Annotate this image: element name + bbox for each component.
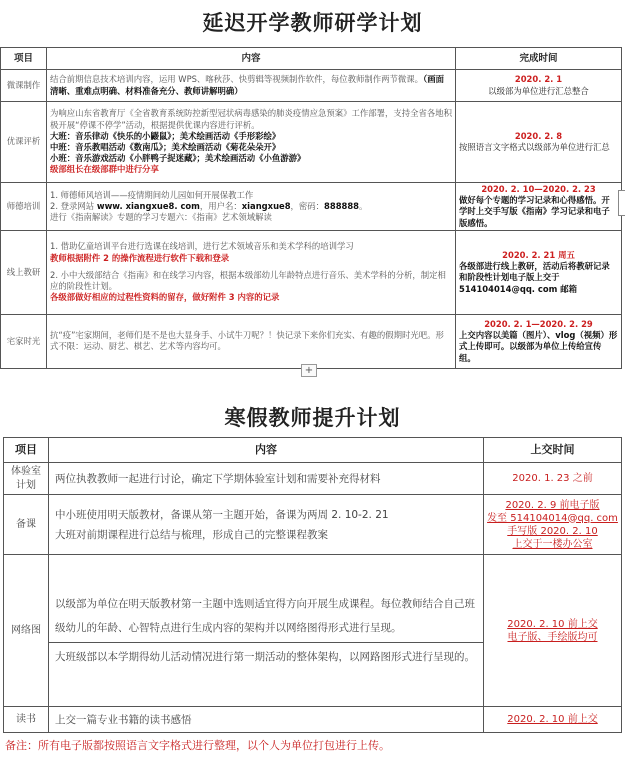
email-link[interactable]: 发至 514104014@qq. com xyxy=(487,512,618,524)
footnote: 备注：所有电子版都按照语言文字格式进行整理，以个人为单位打包进行上传。 xyxy=(5,739,390,752)
content-emphasis: 级部组长在级部群中进行分享 xyxy=(50,164,159,175)
content-text: 中小班使用明天版教材，备课从第一主题开始，备课为两周 2. 10-2. 21 xyxy=(55,508,389,521)
research-plan-table xyxy=(0,47,622,369)
content-text: 大班级部以本学期得幼儿活动情况进行第一期活动的整体架构，以网路图形式进行呈现的。 xyxy=(55,651,475,663)
content-text: 以级部为单位在明天版教材第一主题中选则适宜得方向开展生成课程。每位教师结合自己班级幼儿的年龄、心智特点进行生成内容的架构并以网络图得形式进行呈现。 xyxy=(49,590,483,643)
content-text: 1. 师德师风培训——疫情期间幼儿园如何开展保教工作 xyxy=(50,189,254,200)
content-login-line xyxy=(50,201,452,212)
row-item: 网络图 xyxy=(4,555,49,707)
deadline: 2020. 2. 10 前上交 xyxy=(507,618,598,630)
table-row xyxy=(1,230,622,314)
row-time xyxy=(456,314,622,368)
content-junior-class: 小班：音乐游戏活动《小胖鸭子捉迷藏》；美术绘画活动《小鱼游游》 xyxy=(50,153,306,164)
content-text: 2. 小中大级部结合《指南》和在线学习内容，根据本级部幼儿年龄特点进行音乐、美术学科的分析，制定相应的阶段性计划。 xyxy=(50,269,446,291)
header-content: 内容 xyxy=(49,438,484,463)
content-text: 2. 登录网站 xyxy=(50,200,95,211)
table-row xyxy=(4,495,622,555)
row-item: 宅家时光 xyxy=(1,314,47,368)
header-time: 完成时间 xyxy=(456,48,622,70)
deadline: 2020. 1. 23 之前 xyxy=(512,473,593,484)
table-row xyxy=(4,463,622,495)
deadline-note: 以级部为单位进行汇总整合 xyxy=(488,85,589,96)
table-row xyxy=(4,555,622,707)
header-time: 上交时间 xyxy=(484,438,622,463)
username-value: xiangxue8 xyxy=(241,200,291,211)
row-content xyxy=(47,183,456,231)
content-text: ，密码： xyxy=(290,200,325,211)
deadline: 2020. 2. 21 周五 xyxy=(502,249,575,260)
row-content: 两位执教教师一起进行讨论，确定下学期体验室计划和需要补充得材料 xyxy=(49,463,484,495)
deadline-note: 上交内容以美篇（图片）、vlog（视频）形式上传即可。以级部为单位上传给宣传组。 xyxy=(459,330,618,363)
content-text: 大班对前期课程进行总结与梳理，形成自己的完整课程教案 xyxy=(55,528,328,541)
content-text: 。 xyxy=(359,200,368,211)
deadline-note: 各级部进行线上教研，活动后将教研记录和阶段性计划电子版上交于 514104014@qq. com 邮箱 xyxy=(459,261,610,294)
row-time xyxy=(456,102,622,183)
deadline: 2020. 2. 1 xyxy=(514,74,563,85)
table1-title: 延迟开学教师研学计划 xyxy=(202,10,423,35)
content-emphasis: 各级部做好相应的过程性资料的留存，做好附件 3 内容的记录 xyxy=(50,292,280,303)
table-header-row xyxy=(1,48,622,70)
row-time xyxy=(484,555,622,707)
deadline-note: 做好每个专题的学习记录和心得感悟。开学时上交手写版《指南》学习记录和电子版感悟。 xyxy=(459,195,610,228)
row-time xyxy=(484,707,622,733)
row-item: 读书 xyxy=(4,707,49,733)
row-item: 师德培训 xyxy=(1,183,47,231)
row-time xyxy=(456,230,622,314)
header-content: 内容 xyxy=(47,48,456,70)
password-value: 888888 xyxy=(324,200,360,211)
row-time xyxy=(456,183,622,231)
row-content xyxy=(49,495,484,555)
deadline-note: 按照语言文字格式以级部为单位进行汇总 xyxy=(459,142,610,152)
deadline-note: 电子版、手绘版均可 xyxy=(507,631,598,643)
deadline: 手写版 2020. 2. 10 xyxy=(507,525,598,537)
table-row xyxy=(1,102,622,183)
content-middle-class: 中班：音乐教唱活动《数南瓜》；美术绘画活动《菊花朵朵开》 xyxy=(50,142,281,152)
row-content xyxy=(47,102,456,183)
website-link[interactable]: www. xiangxue8. com xyxy=(96,200,200,211)
content-text: 为响应山东省教育厅《全省教育系统防控新型冠状病毒感染的肺炎疫情应急预案》工作部署，支持全省各地积极开展“停课不停学”活动，根据提供优课内容进行评析。 xyxy=(50,108,452,130)
header-item: 项目 xyxy=(4,438,49,463)
winter-plan-table xyxy=(3,437,622,733)
row-time xyxy=(484,463,622,495)
deadline: 2020. 2. 10—2020. 2. 23 xyxy=(481,184,596,194)
row-item: 备课 xyxy=(4,495,49,555)
row-item: 线上教研 xyxy=(1,230,47,314)
row-item: 优课评析 xyxy=(1,102,47,183)
content-emphasis: 教师根据附件 2 的操作流程进行软件下载和登录 xyxy=(50,252,230,263)
row-content: 上交一篇专业书籍的读书感悟 xyxy=(49,707,484,733)
row-time xyxy=(484,495,622,555)
row-item: 微课制作 xyxy=(1,70,47,102)
content-text: 1. 借助亿童培训平台进行选课在线培训，进行艺术领域音乐和美术学科的培训学习 xyxy=(50,241,354,252)
deadline: 2020. 2. 9 前电子版 xyxy=(505,499,600,511)
table-row xyxy=(1,183,622,231)
table-row xyxy=(1,70,622,102)
add-row-button[interactable]: + xyxy=(301,364,317,377)
content-text: 结合前期信息技术培训内容，运用 WPS、喀秋莎、快剪辑等视频制作软件，每位教师制作两节微课。 xyxy=(50,74,424,85)
table2-title: 寒假教师提升计划 xyxy=(224,405,401,430)
table-header-row xyxy=(4,438,622,463)
row-content xyxy=(49,555,484,707)
table-row xyxy=(1,314,622,368)
row-content: 抗“疫”宅家期间，老师们是不是也大显身手、小试牛刀呢？！快记录下来你们充实、有趣的假期时光吧。形式不限：运动、厨艺、棋艺、艺术等内容均可。 xyxy=(47,314,456,368)
table-row xyxy=(4,707,622,733)
content-senior-class: 大班：音乐律动《快乐的小鼹鼠》；美术绘画活动《手形彩绘》 xyxy=(50,130,281,141)
deadline: 2020. 2. 1—2020. 2. 29 xyxy=(484,318,593,329)
row-item: 体验室计划 xyxy=(4,463,49,495)
row-time xyxy=(456,70,622,102)
deadline: 2020. 2. 8 xyxy=(514,130,563,141)
resize-handle[interactable] xyxy=(618,190,625,216)
row-content xyxy=(47,70,456,102)
header-item: 项目 xyxy=(1,48,47,70)
deadline: 2020. 2. 10 前上交 xyxy=(507,714,598,725)
deadline-note: 上交于一楼办公室 xyxy=(512,538,593,550)
content-text: ，用户名： xyxy=(199,200,242,211)
content-emphasis: （画面清晰、重难点明确、材料准备充分、教师讲解明确） xyxy=(50,74,444,96)
row-content xyxy=(47,230,456,314)
content-text: 进行《指南解读》专题的学习专题六：《指南》艺术领域解读 xyxy=(50,212,272,222)
